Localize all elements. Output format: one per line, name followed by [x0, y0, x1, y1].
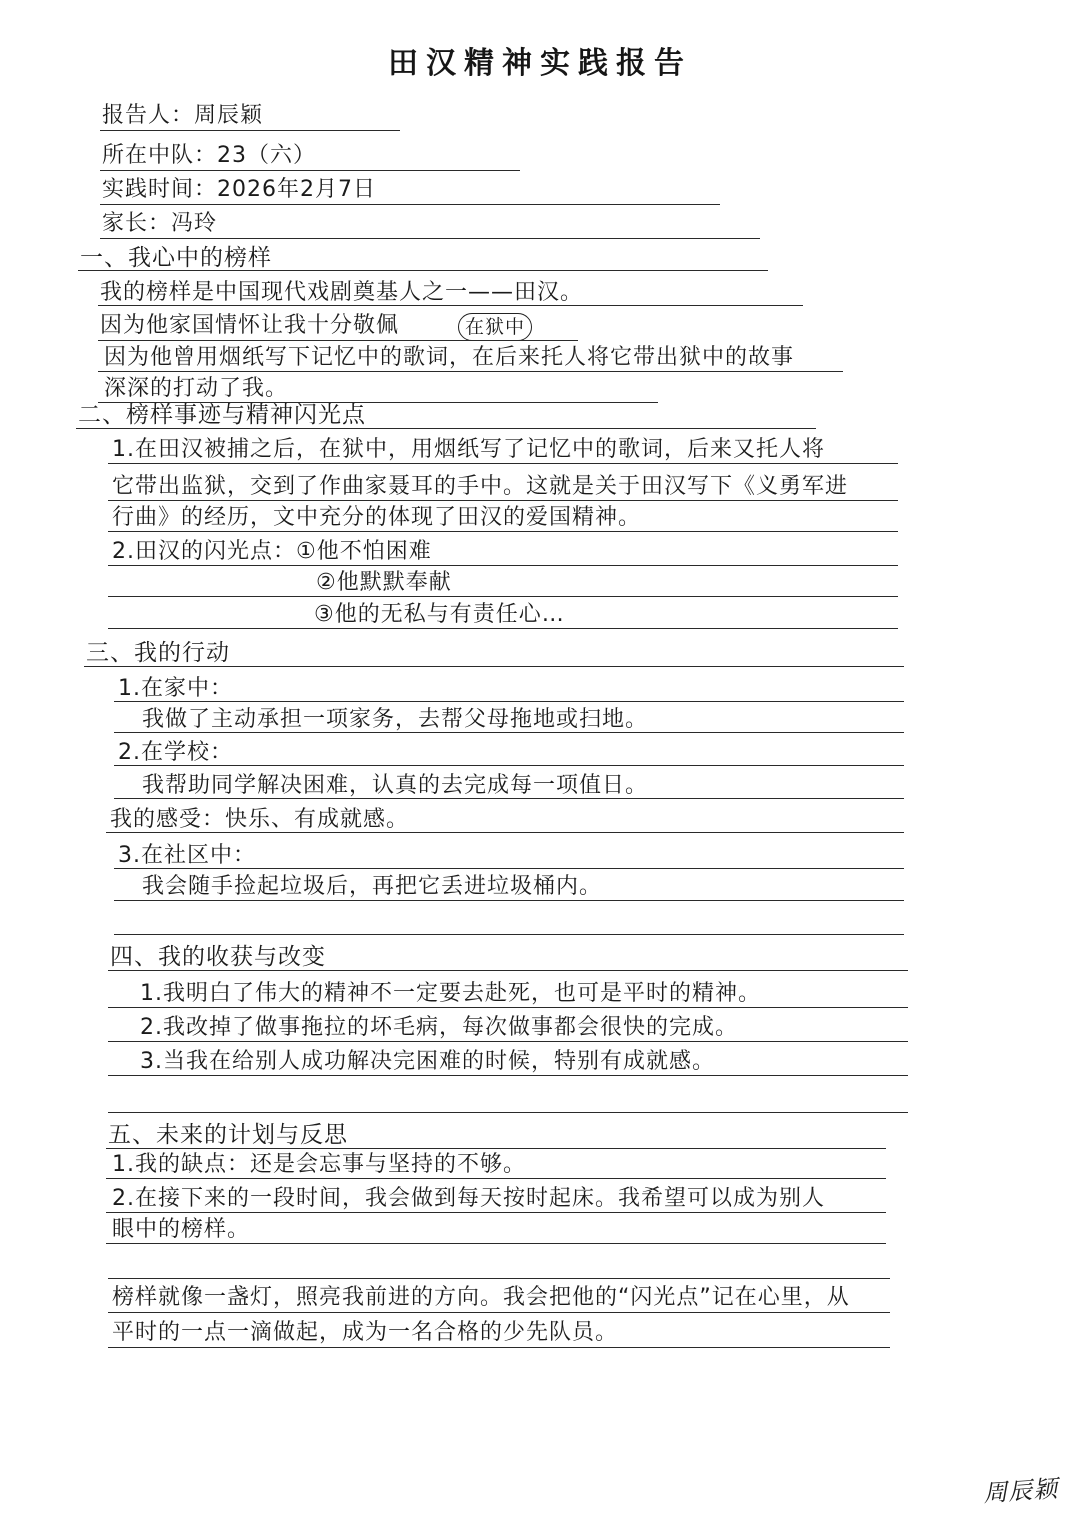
section-5-line: 眼中的榜样。	[112, 1217, 251, 1242]
rule	[108, 500, 898, 501]
section-2-heading: 二、榜样事迹与精神闪光点	[78, 402, 366, 428]
rule	[76, 428, 816, 429]
rule	[100, 204, 720, 205]
rule	[100, 130, 400, 131]
signature: 周辰颖	[982, 1474, 1060, 1508]
section-5-heading: 五、未来的计划与反思	[108, 1122, 348, 1148]
reporter-line: 报告人：周辰颖	[102, 103, 264, 128]
report-title: 田汉精神实践报告	[388, 46, 692, 81]
section-2-line: ②他默默奉献	[316, 570, 452, 595]
section-1-line: 深深的打动了我。	[104, 376, 289, 401]
section-1-insert-note: 在狱中	[458, 313, 532, 341]
section-3-line: 我的感受：快乐、有成就感。	[110, 807, 410, 832]
section-4-heading: 四、我的收获与改变	[110, 944, 326, 970]
section-3-heading: 三、我的行动	[86, 640, 230, 666]
section-2-line: 行曲》的经历，文中充分的体现了田汉的爱国精神。	[112, 505, 642, 530]
section-1-line: 因为他曾用烟纸写下记忆中的歌词，在后来托人将它带出狱中的故事	[104, 345, 795, 370]
rule	[98, 305, 803, 306]
section-5-line: 2.在接下来的一段时间，我会做到每天按时起床。我希望可以成为别人	[112, 1186, 825, 1211]
rule	[108, 1347, 890, 1348]
squadron-line: 所在中队：23（六）	[102, 143, 316, 168]
rule	[108, 1112, 908, 1113]
section-2-line: 2.田汉的闪光点：①他不怕困难	[112, 539, 432, 564]
rule	[114, 701, 904, 702]
rule	[114, 765, 904, 766]
rule	[106, 1212, 886, 1213]
rule	[108, 1041, 908, 1042]
section-3-line: 我会随手捡起垃圾后，再把它丢进垃圾桶内。	[142, 874, 603, 899]
rule	[114, 732, 904, 733]
closing-line: 平时的一点一滴做起，成为一名合格的少先队员。	[112, 1320, 619, 1345]
practice-date-line: 实践时间：2026年2月7日	[102, 177, 376, 202]
rule	[98, 340, 578, 341]
parent-line: 家长：冯玲	[102, 211, 218, 236]
section-2-line: ③他的无私与有责任心…	[314, 602, 565, 627]
section-5-line: 1.我的缺点：还是会忘事与坚持的不够。	[112, 1152, 526, 1177]
section-4-line: 2.我改掉了做事拖拉的坏毛病，每次做事都会很快的完成。	[140, 1015, 738, 1040]
rule	[108, 628, 898, 629]
rule	[108, 1312, 890, 1313]
rule	[106, 832, 904, 833]
section-3-line: 我做了主动承担一项家务，去帮父母拖地或扫地。	[142, 707, 649, 732]
rule	[106, 1243, 886, 1244]
closing-line: 榜样就像一盏灯，照亮我前进的方向。我会把他的“闪光点”记在心里，从	[112, 1285, 850, 1310]
rule	[108, 1278, 890, 1279]
rule	[114, 868, 904, 869]
rule	[108, 596, 898, 597]
rule	[114, 798, 904, 799]
section-4-line: 1.我明白了伟大的精神不一定要去赴死，也可是平时的精神。	[140, 981, 761, 1006]
section-1-line: 我的榜样是中国现代戏剧奠基人之一——田汉。	[100, 280, 584, 305]
rule	[98, 371, 843, 372]
section-2-line: 它带出监狱，交到了作曲家聂耳的手中。这就是关于田汉写下《义勇军进	[112, 474, 849, 499]
rule	[78, 270, 768, 271]
section-1-heading: 一、我心中的榜样	[80, 245, 272, 271]
rule	[84, 666, 904, 667]
section-3-line: 3.在社区中：	[118, 843, 256, 868]
section-1-line: 因为他家国情怀让我十分敬佩	[100, 313, 400, 338]
rule	[108, 1075, 908, 1076]
section-3-line: 我帮助同学解决困难，认真的去完成每一项值日。	[142, 773, 649, 798]
rule	[108, 1007, 908, 1008]
section-3-line: 1.在家中：	[118, 676, 233, 701]
rule	[108, 565, 898, 566]
rule	[114, 900, 904, 901]
section-2-line: 1.在田汉被捕之后，在狱中，用烟纸写了记忆中的歌词，后来又托人将	[112, 437, 825, 462]
rule	[100, 238, 760, 239]
section-4-line: 3.当我在给别人成功解决完困难的时候，特别有成就感。	[140, 1049, 715, 1074]
section-3-line: 2.在学校：	[118, 740, 233, 765]
rule	[114, 934, 904, 935]
rule	[108, 463, 898, 464]
rule	[106, 1148, 886, 1149]
rule	[106, 1178, 886, 1179]
rule	[108, 531, 898, 532]
rule	[100, 170, 520, 171]
rule	[108, 970, 908, 971]
